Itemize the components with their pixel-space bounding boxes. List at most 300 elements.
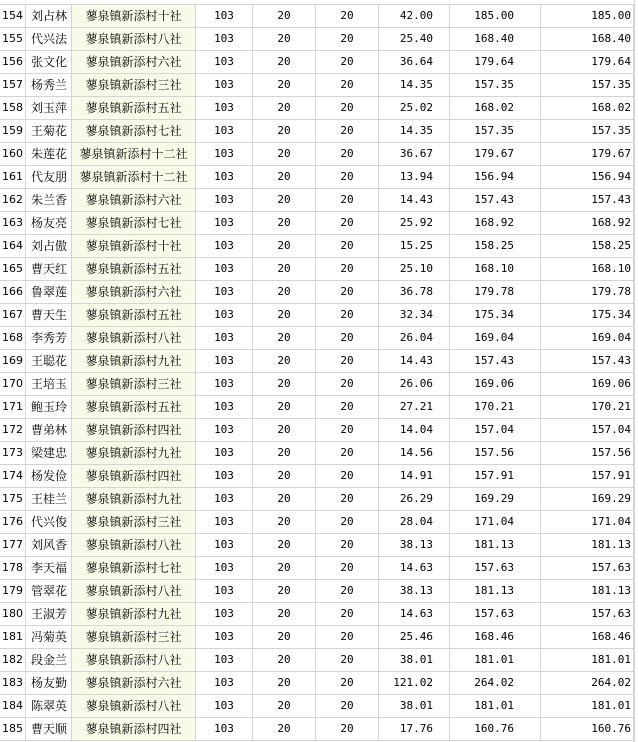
row-number-cell[interactable]: 168 <box>0 327 26 349</box>
table-row <box>0 304 638 327</box>
value-c-cell[interactable]: 20 <box>316 5 379 27</box>
row-number-cell[interactable]: 178 <box>0 557 26 579</box>
value-a-cell[interactable]: 103 <box>196 304 253 326</box>
value-f-cell[interactable]: 168.92 <box>541 212 634 234</box>
value-d-cell[interactable]: 25.02 <box>379 97 450 119</box>
value-d-cell[interactable]: 13.94 <box>379 166 450 188</box>
village-cell[interactable]: 蓼泉镇新添村七社 <box>72 120 196 142</box>
value-c-cell[interactable]: 20 <box>316 304 379 326</box>
name-cell[interactable]: 朱兰香 <box>26 189 72 211</box>
value-b-cell[interactable]: 20 <box>253 534 316 556</box>
value-c-cell[interactable]: 20 <box>316 281 379 303</box>
value-f-cell[interactable]: 168.10 <box>541 258 634 280</box>
value-b-cell[interactable]: 20 <box>253 166 316 188</box>
row-number-cell[interactable]: 164 <box>0 235 26 257</box>
value-c-cell[interactable]: 20 <box>316 120 379 142</box>
village-cell[interactable]: 蓼泉镇新添村五社 <box>72 304 196 326</box>
value-b-cell[interactable]: 20 <box>253 626 316 648</box>
value-a-cell[interactable]: 103 <box>196 718 253 740</box>
value-d-cell[interactable]: 14.35 <box>379 120 450 142</box>
value-d-cell[interactable]: 14.35 <box>379 74 450 96</box>
name-cell[interactable]: 李天福 <box>26 557 72 579</box>
value-a-cell[interactable]: 103 <box>196 97 253 119</box>
value-a-cell[interactable]: 103 <box>196 5 253 27</box>
value-c-cell[interactable]: 20 <box>316 143 379 165</box>
value-d-cell[interactable]: 121.02 <box>379 672 450 694</box>
value-c-cell[interactable]: 20 <box>316 419 379 441</box>
row-number-cell[interactable]: 156 <box>0 51 26 73</box>
village-cell[interactable]: 蓼泉镇新添村四社 <box>72 718 196 740</box>
value-b-cell[interactable]: 20 <box>253 373 316 395</box>
value-d-cell[interactable]: 14.43 <box>379 189 450 211</box>
row-number-cell[interactable]: 155 <box>0 28 26 50</box>
row-number-cell[interactable]: 162 <box>0 189 26 211</box>
table-row <box>0 143 638 166</box>
value-f-cell[interactable]: 157.35 <box>541 120 634 142</box>
row-number-cell[interactable]: 176 <box>0 511 26 533</box>
value-b-cell[interactable]: 20 <box>253 97 316 119</box>
value-d-cell[interactable]: 42.00 <box>379 5 450 27</box>
value-e-cell[interactable]: 179.67 <box>450 143 541 165</box>
value-a-cell[interactable]: 103 <box>196 442 253 464</box>
village-cell[interactable]: 蓼泉镇新添村九社 <box>72 603 196 625</box>
value-d-cell[interactable]: 25.10 <box>379 258 450 280</box>
value-b-cell[interactable]: 20 <box>253 143 316 165</box>
value-a-cell[interactable]: 103 <box>196 534 253 556</box>
value-f-cell[interactable]: 169.29 <box>541 488 634 510</box>
value-a-cell[interactable]: 103 <box>196 212 253 234</box>
village-cell[interactable]: 蓼泉镇新添村十社 <box>72 235 196 257</box>
value-c-cell[interactable]: 20 <box>316 28 379 50</box>
table-row <box>0 5 638 28</box>
village-cell[interactable]: 蓼泉镇新添村八社 <box>72 695 196 717</box>
name-cell[interactable]: 曹弟林 <box>26 419 72 441</box>
row-number-cell[interactable]: 157 <box>0 74 26 96</box>
name-cell[interactable]: 杨秀兰 <box>26 74 72 96</box>
value-f-cell[interactable]: 157.43 <box>541 189 634 211</box>
name-cell[interactable]: 管翠花 <box>26 580 72 602</box>
row-number-cell[interactable]: 177 <box>0 534 26 556</box>
village-cell[interactable]: 蓼泉镇新添村九社 <box>72 350 196 372</box>
value-d-cell[interactable]: 14.91 <box>379 465 450 487</box>
name-cell[interactable]: 刘占林 <box>26 5 72 27</box>
name-cell[interactable]: 刘玉萍 <box>26 97 72 119</box>
value-f-cell[interactable]: 179.67 <box>541 143 634 165</box>
value-d-cell[interactable]: 32.34 <box>379 304 450 326</box>
value-e-cell[interactable]: 157.43 <box>450 189 541 211</box>
value-d-cell[interactable]: 36.78 <box>379 281 450 303</box>
name-cell[interactable]: 鲍玉玲 <box>26 396 72 418</box>
value-e-cell[interactable]: 181.01 <box>450 649 541 671</box>
value-d-cell[interactable]: 38.13 <box>379 534 450 556</box>
value-f-cell[interactable]: 157.43 <box>541 350 634 372</box>
value-d-cell[interactable]: 26.04 <box>379 327 450 349</box>
row-number-cell[interactable]: 172 <box>0 419 26 441</box>
value-f-cell[interactable]: 175.34 <box>541 304 634 326</box>
value-e-cell[interactable]: 171.04 <box>450 511 541 533</box>
value-f-cell[interactable]: 168.02 <box>541 97 634 119</box>
value-d-cell[interactable]: 26.06 <box>379 373 450 395</box>
value-e-cell[interactable]: 169.04 <box>450 327 541 349</box>
value-c-cell[interactable]: 20 <box>316 649 379 671</box>
village-cell[interactable]: 蓼泉镇新添村八社 <box>72 649 196 671</box>
value-a-cell[interactable]: 103 <box>196 373 253 395</box>
name-cell[interactable]: 鲁翠莲 <box>26 281 72 303</box>
value-e-cell[interactable]: 156.94 <box>450 166 541 188</box>
row-number-cell[interactable]: 160 <box>0 143 26 165</box>
value-c-cell[interactable]: 20 <box>316 212 379 234</box>
value-d-cell[interactable]: 26.29 <box>379 488 450 510</box>
value-d-cell[interactable]: 28.04 <box>379 511 450 533</box>
value-d-cell[interactable]: 14.56 <box>379 442 450 464</box>
village-cell[interactable]: 蓼泉镇新添村十社 <box>72 5 196 27</box>
village-cell[interactable]: 蓼泉镇新添村六社 <box>72 51 196 73</box>
village-cell[interactable]: 蓼泉镇新添村三社 <box>72 511 196 533</box>
value-c-cell[interactable]: 20 <box>316 695 379 717</box>
table-row <box>0 327 638 350</box>
value-b-cell[interactable]: 20 <box>253 281 316 303</box>
table-row <box>0 511 638 534</box>
value-b-cell[interactable]: 20 <box>253 327 316 349</box>
name-cell[interactable]: 杨友勤 <box>26 672 72 694</box>
value-b-cell[interactable]: 20 <box>253 580 316 602</box>
value-e-cell[interactable]: 181.13 <box>450 534 541 556</box>
name-cell[interactable]: 曹天生 <box>26 304 72 326</box>
value-e-cell[interactable]: 157.43 <box>450 350 541 372</box>
value-d-cell[interactable]: 17.76 <box>379 718 450 740</box>
value-b-cell[interactable]: 20 <box>253 189 316 211</box>
value-a-cell[interactable]: 103 <box>196 235 253 257</box>
value-e-cell[interactable]: 168.92 <box>450 212 541 234</box>
name-cell[interactable]: 段金兰 <box>26 649 72 671</box>
value-b-cell[interactable]: 20 <box>253 695 316 717</box>
village-cell[interactable]: 蓼泉镇新添村六社 <box>72 672 196 694</box>
value-b-cell[interactable]: 20 <box>253 120 316 142</box>
value-c-cell[interactable]: 20 <box>316 396 379 418</box>
value-a-cell[interactable]: 103 <box>196 281 253 303</box>
value-f-cell[interactable]: 157.63 <box>541 557 634 579</box>
value-a-cell[interactable]: 103 <box>196 189 253 211</box>
value-b-cell[interactable]: 20 <box>253 74 316 96</box>
value-c-cell[interactable]: 20 <box>316 672 379 694</box>
value-f-cell[interactable]: 181.01 <box>541 695 634 717</box>
name-cell[interactable]: 王菊花 <box>26 120 72 142</box>
value-b-cell[interactable]: 20 <box>253 28 316 50</box>
value-a-cell[interactable]: 103 <box>196 465 253 487</box>
name-cell[interactable]: 王培玉 <box>26 373 72 395</box>
value-d-cell[interactable]: 38.13 <box>379 580 450 602</box>
village-cell[interactable]: 蓼泉镇新添村四社 <box>72 465 196 487</box>
value-f-cell[interactable]: 181.01 <box>541 649 634 671</box>
value-f-cell[interactable]: 157.04 <box>541 419 634 441</box>
village-cell[interactable]: 蓼泉镇新添村十二社 <box>72 143 196 165</box>
value-f-cell[interactable]: 179.78 <box>541 281 634 303</box>
value-e-cell[interactable]: 185.00 <box>450 5 541 27</box>
value-a-cell[interactable]: 103 <box>196 350 253 372</box>
value-e-cell[interactable]: 264.02 <box>450 672 541 694</box>
row-number-cell[interactable]: 169 <box>0 350 26 372</box>
value-e-cell[interactable]: 157.35 <box>450 120 541 142</box>
value-c-cell[interactable]: 20 <box>316 189 379 211</box>
value-a-cell[interactable]: 103 <box>196 511 253 533</box>
name-cell[interactable]: 冯菊英 <box>26 626 72 648</box>
table-row <box>0 695 638 718</box>
value-e-cell[interactable]: 157.63 <box>450 557 541 579</box>
value-b-cell[interactable]: 20 <box>253 442 316 464</box>
value-a-cell[interactable]: 103 <box>196 166 253 188</box>
value-a-cell[interactable]: 103 <box>196 672 253 694</box>
value-a-cell[interactable]: 103 <box>196 51 253 73</box>
name-cell[interactable]: 曹天红 <box>26 258 72 280</box>
village-cell[interactable]: 蓼泉镇新添村四社 <box>72 419 196 441</box>
table-row <box>0 258 638 281</box>
row-number-cell[interactable]: 171 <box>0 396 26 418</box>
village-cell[interactable]: 蓼泉镇新添村三社 <box>72 626 196 648</box>
value-a-cell[interactable]: 103 <box>196 327 253 349</box>
value-f-cell[interactable]: 157.56 <box>541 442 634 464</box>
value-d-cell[interactable]: 14.04 <box>379 419 450 441</box>
value-c-cell[interactable]: 20 <box>316 373 379 395</box>
value-f-cell[interactable]: 157.63 <box>541 603 634 625</box>
value-f-cell[interactable]: 264.02 <box>541 672 634 694</box>
value-e-cell[interactable]: 170.21 <box>450 396 541 418</box>
value-b-cell[interactable]: 20 <box>253 649 316 671</box>
row-number-cell[interactable]: 174 <box>0 465 26 487</box>
value-f-cell[interactable]: 157.35 <box>541 74 634 96</box>
village-cell[interactable]: 蓼泉镇新添村三社 <box>72 373 196 395</box>
row-number-cell[interactable]: 180 <box>0 603 26 625</box>
name-cell[interactable]: 王桂兰 <box>26 488 72 510</box>
value-b-cell[interactable]: 20 <box>253 419 316 441</box>
value-b-cell[interactable]: 20 <box>253 51 316 73</box>
row-number-cell[interactable]: 161 <box>0 166 26 188</box>
name-cell[interactable]: 刘占傲 <box>26 235 72 257</box>
value-c-cell[interactable]: 20 <box>316 350 379 372</box>
value-f-cell[interactable]: 156.94 <box>541 166 634 188</box>
row-number-cell[interactable]: 181 <box>0 626 26 648</box>
value-c-cell[interactable]: 20 <box>316 488 379 510</box>
row-number-cell[interactable]: 182 <box>0 649 26 671</box>
value-c-cell[interactable]: 20 <box>316 442 379 464</box>
value-a-cell[interactable]: 103 <box>196 695 253 717</box>
table-row <box>0 649 638 672</box>
village-cell[interactable]: 蓼泉镇新添村六社 <box>72 189 196 211</box>
row-number-cell[interactable]: 154 <box>0 5 26 27</box>
row-number-cell[interactable]: 166 <box>0 281 26 303</box>
value-a-cell[interactable]: 103 <box>196 626 253 648</box>
value-c-cell[interactable]: 20 <box>316 511 379 533</box>
value-a-cell[interactable]: 103 <box>196 603 253 625</box>
row-number-cell[interactable]: 179 <box>0 580 26 602</box>
value-e-cell[interactable]: 179.64 <box>450 51 541 73</box>
row-number-cell[interactable]: 159 <box>0 120 26 142</box>
value-d-cell[interactable]: 38.01 <box>379 695 450 717</box>
row-number-cell[interactable]: 165 <box>0 258 26 280</box>
value-b-cell[interactable]: 20 <box>253 235 316 257</box>
value-c-cell[interactable]: 20 <box>316 74 379 96</box>
value-e-cell[interactable]: 168.46 <box>450 626 541 648</box>
value-c-cell[interactable]: 20 <box>316 235 379 257</box>
village-cell[interactable]: 蓼泉镇新添村九社 <box>72 488 196 510</box>
name-cell[interactable]: 杨发俭 <box>26 465 72 487</box>
value-c-cell[interactable]: 20 <box>316 603 379 625</box>
value-e-cell[interactable]: 179.78 <box>450 281 541 303</box>
value-f-cell[interactable]: 181.13 <box>541 534 634 556</box>
value-e-cell[interactable]: 169.29 <box>450 488 541 510</box>
village-cell[interactable]: 蓼泉镇新添村七社 <box>72 557 196 579</box>
value-e-cell[interactable]: 157.56 <box>450 442 541 464</box>
value-b-cell[interactable]: 20 <box>253 304 316 326</box>
village-cell[interactable]: 蓼泉镇新添村六社 <box>72 281 196 303</box>
value-d-cell[interactable]: 25.46 <box>379 626 450 648</box>
row-number-cell[interactable]: 175 <box>0 488 26 510</box>
value-b-cell[interactable]: 20 <box>253 5 316 27</box>
value-c-cell[interactable]: 20 <box>316 51 379 73</box>
name-cell[interactable]: 代兴法 <box>26 28 72 50</box>
village-cell[interactable]: 蓼泉镇新添村七社 <box>72 212 196 234</box>
table-row <box>0 28 638 51</box>
name-cell[interactable]: 王淑芳 <box>26 603 72 625</box>
value-e-cell[interactable]: 157.35 <box>450 74 541 96</box>
value-a-cell[interactable]: 103 <box>196 580 253 602</box>
value-b-cell[interactable]: 20 <box>253 212 316 234</box>
value-a-cell[interactable]: 103 <box>196 143 253 165</box>
value-e-cell[interactable]: 160.76 <box>450 718 541 740</box>
row-number-cell[interactable]: 173 <box>0 442 26 464</box>
value-e-cell[interactable]: 181.01 <box>450 695 541 717</box>
value-b-cell[interactable]: 20 <box>253 603 316 625</box>
village-cell[interactable]: 蓼泉镇新添村八社 <box>72 28 196 50</box>
value-d-cell[interactable]: 36.67 <box>379 143 450 165</box>
value-b-cell[interactable]: 20 <box>253 465 316 487</box>
row-number-cell[interactable]: 170 <box>0 373 26 395</box>
value-a-cell[interactable]: 103 <box>196 120 253 142</box>
village-cell[interactable]: 蓼泉镇新添村三社 <box>72 74 196 96</box>
value-e-cell[interactable]: 175.34 <box>450 304 541 326</box>
value-a-cell[interactable]: 103 <box>196 396 253 418</box>
value-f-cell[interactable]: 158.25 <box>541 235 634 257</box>
value-f-cell[interactable]: 169.06 <box>541 373 634 395</box>
value-f-cell[interactable]: 157.91 <box>541 465 634 487</box>
village-cell[interactable]: 蓼泉镇新添村八社 <box>72 580 196 602</box>
name-cell[interactable]: 朱莲花 <box>26 143 72 165</box>
table-row <box>0 557 638 580</box>
value-e-cell[interactable]: 158.25 <box>450 235 541 257</box>
value-d-cell[interactable]: 14.43 <box>379 350 450 372</box>
name-cell[interactable]: 代友朋 <box>26 166 72 188</box>
value-c-cell[interactable]: 20 <box>316 626 379 648</box>
value-b-cell[interactable]: 20 <box>253 672 316 694</box>
value-e-cell[interactable]: 168.10 <box>450 258 541 280</box>
row-number-cell[interactable]: 167 <box>0 304 26 326</box>
value-c-cell[interactable]: 20 <box>316 258 379 280</box>
value-a-cell[interactable]: 103 <box>196 28 253 50</box>
grid-right-edge <box>634 0 638 742</box>
value-b-cell[interactable]: 20 <box>253 488 316 510</box>
name-cell[interactable]: 代兴俊 <box>26 511 72 533</box>
value-e-cell[interactable]: 157.91 <box>450 465 541 487</box>
name-cell[interactable]: 刘风香 <box>26 534 72 556</box>
name-cell[interactable]: 杨友亮 <box>26 212 72 234</box>
value-b-cell[interactable]: 20 <box>253 350 316 372</box>
village-cell[interactable]: 蓼泉镇新添村八社 <box>72 327 196 349</box>
value-c-cell[interactable]: 20 <box>316 465 379 487</box>
value-e-cell[interactable]: 157.04 <box>450 419 541 441</box>
village-cell[interactable]: 蓼泉镇新添村五社 <box>72 396 196 418</box>
value-e-cell[interactable]: 168.40 <box>450 28 541 50</box>
value-d-cell[interactable]: 27.21 <box>379 396 450 418</box>
row-number-cell[interactable]: 184 <box>0 695 26 717</box>
name-cell[interactable]: 陈翠英 <box>26 695 72 717</box>
name-cell[interactable]: 梁建忠 <box>26 442 72 464</box>
value-f-cell[interactable]: 168.40 <box>541 28 634 50</box>
name-cell[interactable]: 李秀芳 <box>26 327 72 349</box>
value-c-cell[interactable]: 20 <box>316 557 379 579</box>
value-a-cell[interactable]: 103 <box>196 488 253 510</box>
value-f-cell[interactable]: 171.04 <box>541 511 634 533</box>
value-e-cell[interactable]: 169.06 <box>450 373 541 395</box>
value-d-cell[interactable]: 14.63 <box>379 603 450 625</box>
value-d-cell[interactable]: 25.40 <box>379 28 450 50</box>
table-row <box>0 465 638 488</box>
value-e-cell[interactable]: 157.63 <box>450 603 541 625</box>
row-number-cell[interactable]: 183 <box>0 672 26 694</box>
value-a-cell[interactable]: 103 <box>196 74 253 96</box>
value-c-cell[interactable]: 20 <box>316 534 379 556</box>
village-cell[interactable]: 蓼泉镇新添村十二社 <box>72 166 196 188</box>
village-cell[interactable]: 蓼泉镇新添村五社 <box>72 258 196 280</box>
village-cell[interactable]: 蓼泉镇新添村五社 <box>72 97 196 119</box>
village-cell[interactable]: 蓼泉镇新添村八社 <box>72 534 196 556</box>
value-d-cell[interactable]: 38.01 <box>379 649 450 671</box>
value-c-cell[interactable]: 20 <box>316 327 379 349</box>
value-c-cell[interactable]: 20 <box>316 580 379 602</box>
value-b-cell[interactable]: 20 <box>253 557 316 579</box>
name-cell[interactable]: 王聪花 <box>26 350 72 372</box>
value-a-cell[interactable]: 103 <box>196 557 253 579</box>
value-f-cell[interactable]: 185.00 <box>541 5 634 27</box>
value-f-cell[interactable]: 169.04 <box>541 327 634 349</box>
value-d-cell[interactable]: 14.63 <box>379 557 450 579</box>
value-f-cell[interactable]: 170.21 <box>541 396 634 418</box>
value-f-cell[interactable]: 168.46 <box>541 626 634 648</box>
row-number-cell[interactable]: 163 <box>0 212 26 234</box>
value-b-cell[interactable]: 20 <box>253 258 316 280</box>
value-d-cell[interactable]: 15.25 <box>379 235 450 257</box>
row-number-cell[interactable]: 185 <box>0 718 26 740</box>
value-e-cell[interactable]: 168.02 <box>450 97 541 119</box>
value-f-cell[interactable]: 179.64 <box>541 51 634 73</box>
name-cell[interactable]: 曹天顺 <box>26 718 72 740</box>
value-b-cell[interactable]: 20 <box>253 396 316 418</box>
value-c-cell[interactable]: 20 <box>316 97 379 119</box>
village-cell[interactable]: 蓼泉镇新添村九社 <box>72 442 196 464</box>
value-f-cell[interactable]: 181.13 <box>541 580 634 602</box>
value-b-cell[interactable]: 20 <box>253 511 316 533</box>
value-a-cell[interactable]: 103 <box>196 419 253 441</box>
row-number-cell[interactable]: 158 <box>0 97 26 119</box>
value-a-cell[interactable]: 103 <box>196 258 253 280</box>
value-c-cell[interactable]: 20 <box>316 718 379 740</box>
value-a-cell[interactable]: 103 <box>196 649 253 671</box>
value-f-cell[interactable]: 160.76 <box>541 718 634 740</box>
value-e-cell[interactable]: 181.13 <box>450 580 541 602</box>
value-b-cell[interactable]: 20 <box>253 718 316 740</box>
value-d-cell[interactable]: 36.64 <box>379 51 450 73</box>
name-cell[interactable]: 张文化 <box>26 51 72 73</box>
value-d-cell[interactable]: 25.92 <box>379 212 450 234</box>
value-c-cell[interactable]: 20 <box>316 166 379 188</box>
